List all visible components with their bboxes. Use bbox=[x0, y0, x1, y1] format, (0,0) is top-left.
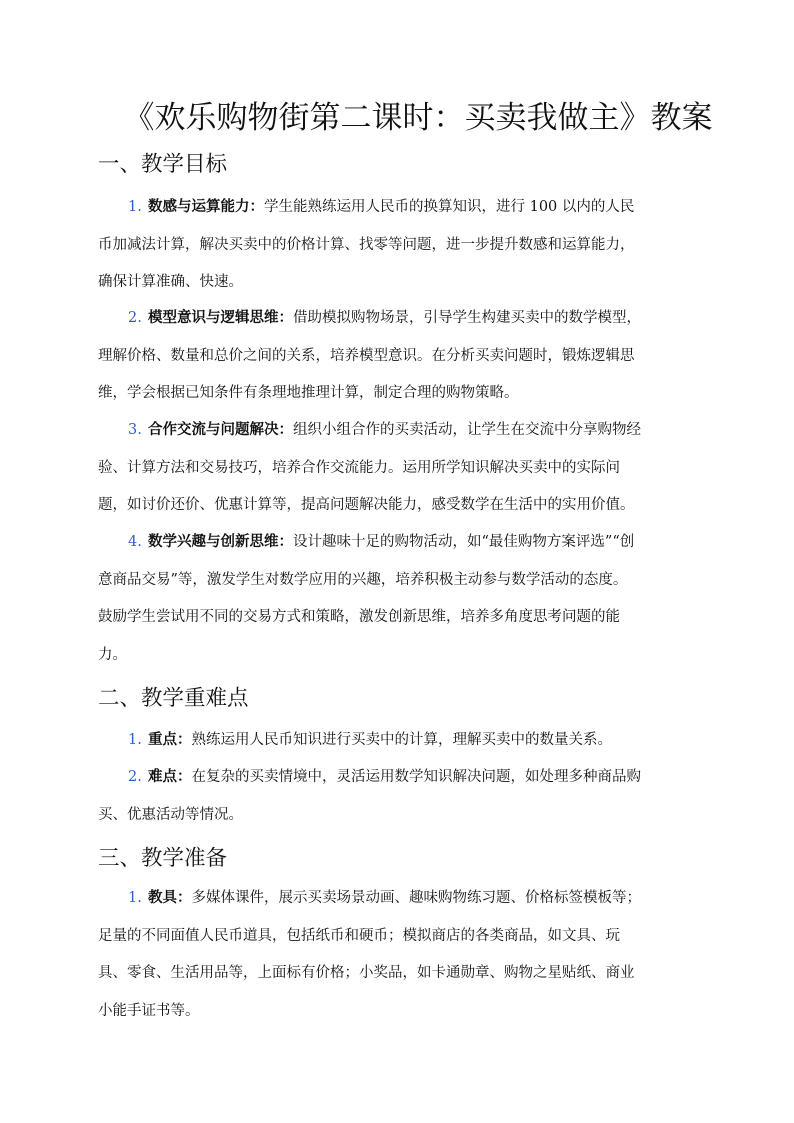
item-number: 2. bbox=[128, 769, 142, 785]
paragraph-line: 确保计算准确、快速。 bbox=[98, 274, 243, 290]
item-number: 1. bbox=[128, 732, 142, 748]
item-text: 学生能熟练运用人民币的换算知识，进行 100 以内的人民 bbox=[264, 199, 635, 215]
paragraph-line bbox=[98, 188, 698, 227]
paragraph-line bbox=[98, 411, 698, 450]
item-term: 合作交流与问题解决： bbox=[148, 421, 293, 438]
paragraph-line bbox=[98, 299, 698, 338]
item-term: 难点： bbox=[148, 768, 192, 785]
item-number: 1. bbox=[128, 199, 142, 215]
item-number: 4. bbox=[128, 534, 142, 550]
item-text: 组织小组合作的买卖活动，让学生在交流中分享购物经 bbox=[293, 422, 641, 438]
section-heading-objectives: 一、教学目标 bbox=[98, 152, 228, 177]
paragraph-line: 题，如讨价还价、优惠计算等，提高问题解决能力，感受数学在生活中的实用价值。 bbox=[98, 497, 635, 513]
objective-item-4 bbox=[98, 523, 698, 674]
item-term: 教具： bbox=[148, 889, 192, 906]
item-text: 设计趣味十足的购物活动，如“最佳购物方案评选”“创 bbox=[293, 534, 635, 550]
paragraph-line: 买、优惠活动等情况。 bbox=[98, 806, 243, 823]
section-heading-preparation: 三、教学准备 bbox=[98, 846, 228, 871]
item-number: 2. bbox=[128, 310, 142, 326]
key-point-item-2 bbox=[98, 758, 698, 834]
paragraph-line: 力。 bbox=[98, 646, 127, 663]
paragraph-line: 小能手证书等。 bbox=[98, 1002, 200, 1019]
item-term: 数学兴趣与创新思维： bbox=[148, 533, 293, 550]
item-term: 数感与运算能力： bbox=[148, 198, 264, 215]
paragraph-line: 意商品交易”等，激发学生对数学应用的兴趣，培养积极主动参与数学活动的态度。 bbox=[98, 571, 628, 588]
objective-item-1 bbox=[98, 188, 698, 302]
paragraph-line: 币加减法计算，解决买卖中的价格计算、找零等问题，进一步提升数感和运算能力， bbox=[98, 236, 635, 253]
paragraph-line: 鼓励学生尝试用不同的交易方式和策略，激发创新思维，培养多角度思考问题的能 bbox=[98, 609, 620, 625]
item-number: 1. bbox=[128, 890, 142, 906]
paragraph-line: 具、零食、生活用品等，上面标有价格；小奖品，如卡通勋章、购物之星贴纸、商业 bbox=[98, 965, 635, 981]
item-term: 模型意识与逻辑思维： bbox=[148, 309, 293, 326]
paragraph-line: 维，学会根据已知条件有条理地推理计算，制定合理的购物策略。 bbox=[98, 385, 519, 401]
item-number: 3. bbox=[128, 422, 142, 438]
item-text: 熟练运用人民币知识进行买卖中的计算，理解买卖中的数量关系。 bbox=[191, 732, 612, 748]
section-heading-key-points: 二、教学重难点 bbox=[98, 686, 249, 711]
paragraph-line bbox=[98, 758, 698, 797]
item-term: 重点： bbox=[148, 731, 192, 748]
objective-item-3 bbox=[98, 411, 698, 525]
paragraph-line bbox=[98, 721, 698, 760]
document-title: 《欢乐购物街第二课时：买卖我做主》教案 bbox=[123, 100, 713, 136]
paragraph-line: 验、计算方法和交易技巧，培养合作交流能力。运用所学知识解决买卖中的实际问 bbox=[98, 459, 620, 476]
item-text: 在复杂的买卖情境中，灵活运用数学知识解决问题，如处理多种商品购 bbox=[191, 769, 641, 785]
item-text: 借助模拟购物场景，引导学生构建买卖中的数学模型， bbox=[293, 310, 641, 326]
paragraph-line: 理解价格、数量和总价之间的关系，培养模型意识。在分析买卖问题时，锻炼逻辑思 bbox=[98, 347, 635, 364]
objective-item-2 bbox=[98, 299, 698, 413]
preparation-item-1 bbox=[98, 879, 698, 1030]
key-point-item-1 bbox=[98, 721, 698, 760]
paragraph-line: 足量的不同面值人民币道具，包括纸币和硬币；模拟商店的各类商品，如文具、玩 bbox=[98, 927, 620, 944]
paragraph-line bbox=[98, 879, 698, 918]
item-text: 多媒体课件，展示买卖场景动画、趣味购物练习题、价格标签模板等； bbox=[191, 890, 641, 906]
paragraph-line bbox=[98, 523, 698, 562]
